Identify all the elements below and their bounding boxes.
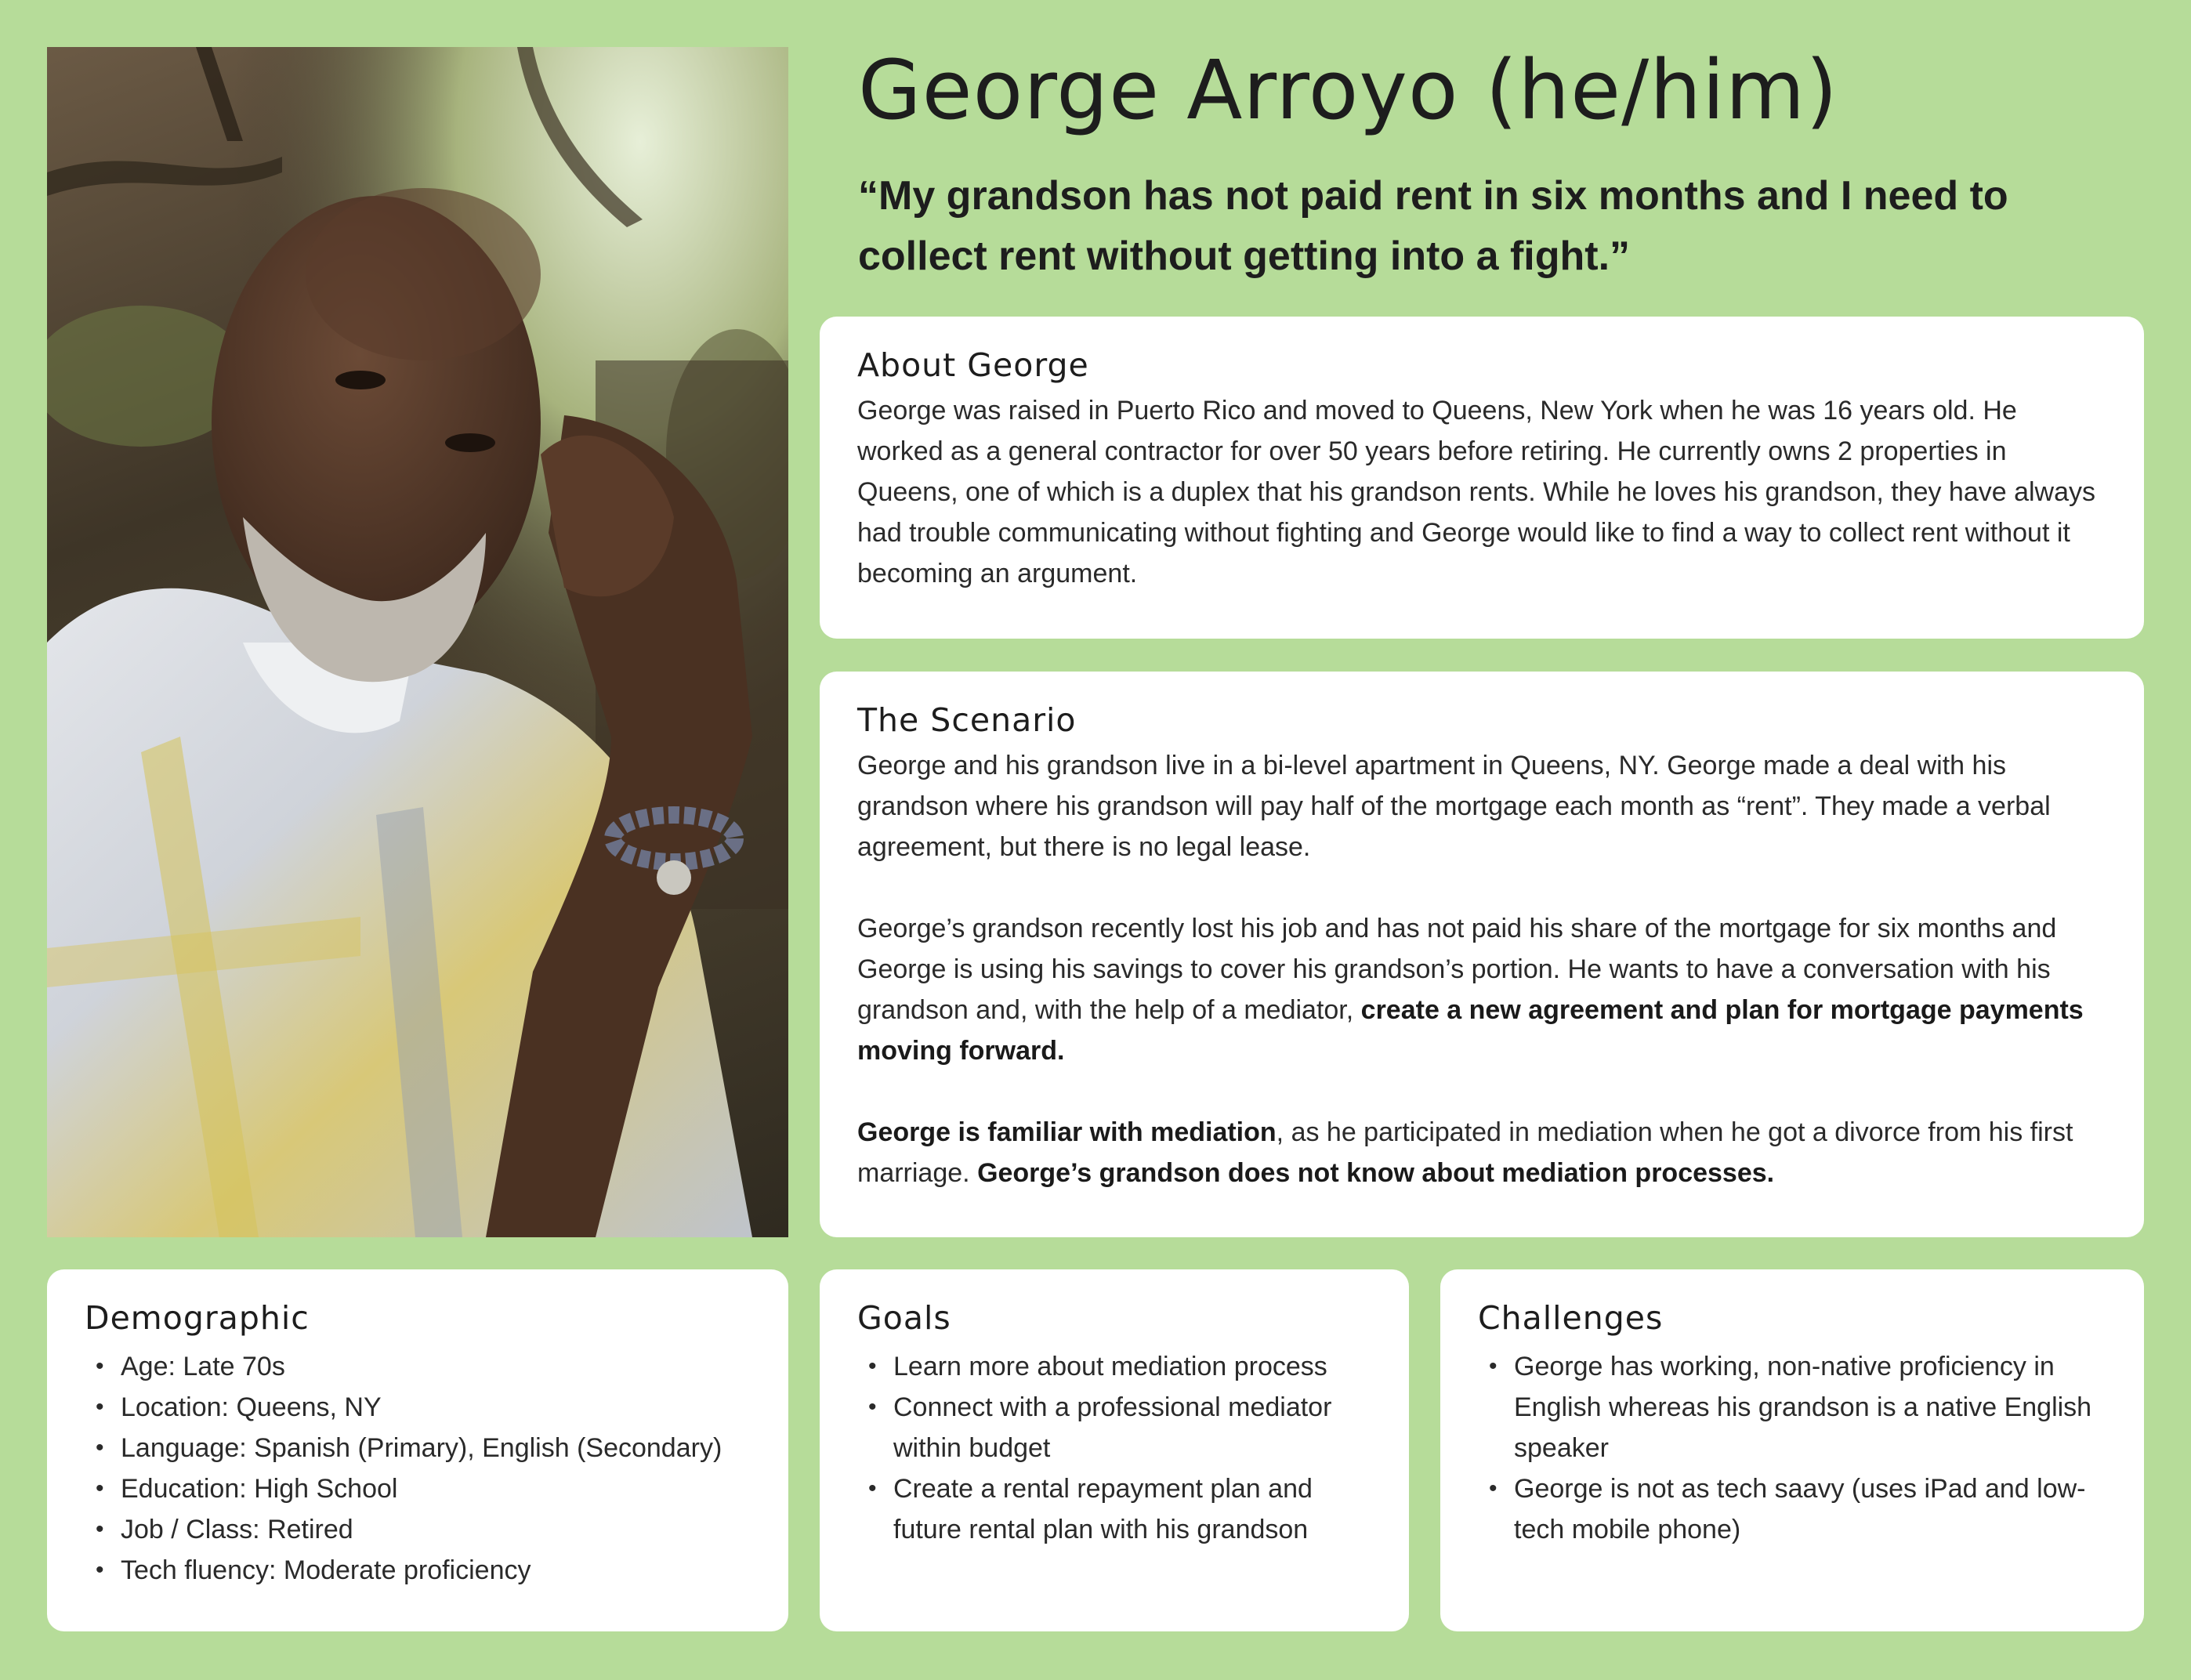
list-item: • Location: Queens, NY xyxy=(85,1387,751,1428)
goals-card xyxy=(820,1269,1409,1631)
list-item: • Age: Late 70s xyxy=(85,1346,751,1387)
scenario-p3-text: , as he participated in mediation when he got a divorce from his first marriage. xyxy=(857,1117,2073,1188)
about-title: About George xyxy=(857,346,1089,384)
list-item: • Create a rental repayment plan and future rental plan with his grandson xyxy=(857,1468,1371,1550)
scenario-title: The Scenario xyxy=(857,701,1077,739)
demographic-title: Demographic xyxy=(85,1299,310,1337)
list-item: • George is not as tech saavy (uses iPad and low-tech mobile phone) xyxy=(1478,1468,2106,1550)
scenario-paragraph-1: George and his grandson live in a bi-level apartment in Queens, NY. George made a deal with his grandson where his grandson will pay half of the mortgage each month as “rent”. They made a verbal agreement, but there is no legal lease. xyxy=(857,751,2051,862)
demographic-list xyxy=(85,1346,751,1591)
persona-name: George Arroyo (he/him) xyxy=(858,42,1838,138)
persona-quote: “My grandson has not paid rent in six months and I need to collect rent without getting into a fight.” xyxy=(858,173,2008,279)
about-card xyxy=(820,317,2144,639)
scenario-card xyxy=(820,672,2144,1237)
list-item: • Learn more about mediation process xyxy=(857,1346,1371,1387)
scenario-paragraph-3 xyxy=(857,1112,2106,1193)
challenges-list xyxy=(1478,1346,2106,1550)
persona-photo xyxy=(47,47,788,1237)
list-item: • Job / Class: Retired xyxy=(85,1509,751,1550)
goals-title: Goals xyxy=(857,1299,951,1337)
challenges-card xyxy=(1440,1269,2144,1631)
goals-list xyxy=(857,1346,1371,1550)
list-item: • Education: High School xyxy=(85,1468,751,1509)
about-body: George was raised in Puerto Rico and moved to Queens, New York when he was 16 years old. He worked as a general contractor for over 50 years before retiring. He currently owns 2 properties in Queens, one of which is a duplex that his grandson rents. While he loves his grandson, they have always had trouble communicating without fighting and George would like to find a way to collect rent without it becoming an argument. xyxy=(857,396,2096,588)
list-item: • Language: Spanish (Primary), English (Secondary) xyxy=(85,1428,751,1468)
scenario-paragraph-2 xyxy=(857,908,2106,1071)
demographic-card xyxy=(47,1269,788,1631)
list-item: • Connect with a professional mediator within budget xyxy=(857,1387,1371,1468)
list-item: • Tech fluency: Moderate proficiency xyxy=(85,1550,751,1591)
list-item: • George has working, non-native proficiency in English whereas his grandson is a native English speaker xyxy=(1478,1346,2106,1468)
scenario-p3-emphasis-1: George is familiar with mediation xyxy=(857,1117,1277,1147)
scenario-p2-text: George’s grandson recently lost his job and has not paid his share of the mortgage for six months and George is using his savings to cover his grandson’s portion. He wants to have a conversation with his grandson and, with the help of a mediator, xyxy=(857,914,2057,1025)
challenges-title: Challenges xyxy=(1478,1299,1664,1337)
scenario-p3-emphasis-2: George’s grandson does not know about mediation processes. xyxy=(977,1158,1775,1188)
scenario-p2-emphasis: create a new agreement and plan for mortgage payments moving forward. xyxy=(857,995,2084,1066)
